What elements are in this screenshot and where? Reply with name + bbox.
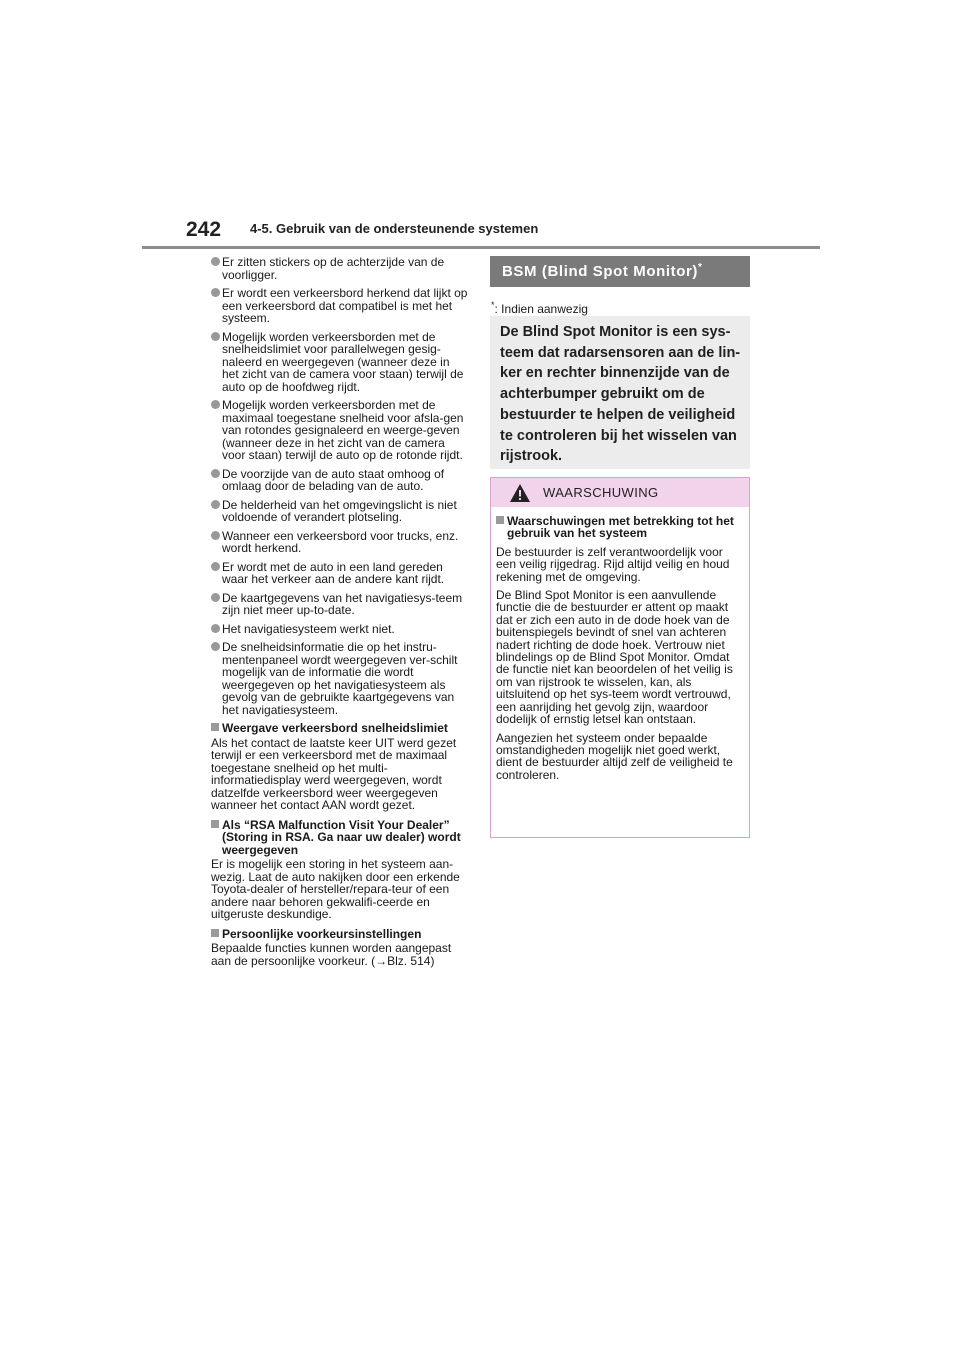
list-item: Er zitten stickers op de achterzijde van de voorligger. [211, 256, 469, 281]
warning-heading: Waarschuwingen met betrekking tot het gebruik van het systeem [496, 515, 742, 540]
list-item: Er wordt met de auto in een land gereden waar het verkeer aan de andere kant rijdt. [211, 561, 469, 586]
intro-text: De Blind Spot Monitor is een sys-teem dat radarsensoren aan de lin-ker en rechter binnenzijde van de achterbumper gebruikt om de bestuurder te helpen de veiligheid te controleren bij het wisselen van rijstrook. [500, 324, 741, 465]
square-bullet-icon [211, 929, 219, 937]
list-item: Het navigatiesysteem werkt niet. [211, 623, 469, 636]
list-item: De kaartgegevens van het navigatiesys-teem zijn niet meer up-to-date. [211, 592, 469, 617]
footnote-mark: * [491, 300, 495, 310]
bullet-icon [211, 500, 220, 509]
intro-box [490, 316, 750, 469]
list-item: De helderheid van het omgevingslicht is niet voldoende of verandert plotseling. [211, 499, 469, 524]
section-title: 4-5. Gebruik van de ondersteunende systemen [250, 221, 539, 236]
bullet-icon [211, 593, 220, 602]
footnote: *: Indien aanwezig [491, 300, 588, 316]
warning-body [496, 513, 742, 787]
section-text: Bepaalde functies kunnen worden aangepast aan de persoonlijke voorkeur. (→Blz. 514) [211, 941, 452, 968]
page-number: 242 [186, 218, 222, 241]
warning-paragraph: De bestuurder is zelf verantwoordelijk voor een veilig rijgedrag. Rijd altijd veilig en houd rekening met de omgeving. [496, 544, 730, 584]
bullet-icon [211, 332, 220, 341]
bullet-icon [211, 624, 220, 633]
bullet-icon [211, 400, 220, 409]
square-bullet-icon [211, 820, 219, 828]
warning-triangle-icon [509, 483, 531, 503]
header-rule [142, 246, 820, 249]
warning-box [490, 477, 750, 838]
bsm-title-bar [490, 256, 750, 287]
bullet-icon [211, 257, 220, 266]
section-heading: Persoonlijke voorkeursinstellingen [211, 928, 469, 941]
list-item: Mogelijk worden verkeersborden met de snelheidslimiet voor parallelwegen gesig-naleerd en weergegeven (wanneer deze in het zicht van de camera voor staan) terwijl de auto op de hoofdweg rijdt. [211, 331, 469, 394]
bullet-icon [211, 642, 220, 651]
bullet-icon [211, 562, 220, 571]
list-item: Er wordt een verkeersbord herkend dat lijkt op een verkeersbord dat compatibel is met het systeem. [211, 287, 469, 325]
availability-mark: * [698, 262, 703, 273]
bsm-title: BSM (Blind Spot Monitor)* [502, 262, 703, 280]
section-text: Als het contact de laatste keer UIT werd gezet terwijl er een verkeersbord met de maximaal toegestane snelheid op het multi-informatiedisplay werd weergegeven, wordt datzelfde verkeersbord weer weergegeven wanneer het contact AAN wordt gezet. [211, 735, 457, 812]
warning-paragraph: De Blind Spot Monitor is een aanvullende functie die de bestuurder er attent op maakt dat er zich een auto in de dode hoek van de buitenspiegels bevindt of snel van achteren nadert richting de dode hoek. Vertrouw niet blindelings op de Blind Spot Monitor. Omdat de functie niet kan beoordelen of het veilig is om van rijstrook te wisselen, kan, als uitsluitend op het sys-teem wordt vertrouwd, een aanrijding het gevolg zijn, waardoor dodelijk of ernstig letsel kan ontstaan. [496, 588, 733, 727]
section-heading: Weergave verkeersbord snelheidslimiet [211, 722, 469, 735]
square-bullet-icon [211, 723, 219, 731]
left-column [211, 256, 469, 974]
square-bullet-icon [496, 516, 504, 524]
list-item: Mogelijk worden verkeersborden met de maximaal toegestane snelheid voor afsla-gen van rotondes gesignaleerd en weerge-geven (wanneer deze in het zicht van de camera voor staan) terwijl de auto op de rotonde rijdt. [211, 399, 469, 462]
bullet-icon [211, 469, 220, 478]
section-heading: Als “RSA Malfunction Visit Your Dealer” (Storing in RSA. Ga naar uw dealer) wordt weergegeven [211, 819, 469, 857]
list-item: Wanneer een verkeersbord voor trucks, enz. wordt herkend. [211, 530, 469, 555]
bullet-icon [211, 531, 220, 540]
bullet-icon [211, 288, 220, 297]
list-item: De voorzijde van de auto staat omhoog of omlaag door de belading van de auto. [211, 468, 469, 493]
warning-header [491, 478, 749, 507]
warning-paragraph: Aangezien het systeem onder bepaalde omstandigheden mogelijk niet goed werkt, dient de bestuurder altijd zelf de veiligheid te controleren. [496, 730, 733, 782]
warning-title: WAARSCHUWING [543, 485, 659, 500]
section-text: Er is mogelijk een storing in het systeem aan-wezig. Laat de auto nakijken door een erkende Toyota-dealer of hersteller/repara-teur of een andere naar behoren gekwalifi-ceerde en uitgeruste deskundige. [211, 857, 460, 921]
list-item: De snelheidsinformatie die op het instru-mentenpaneel wordt weergegeven ver-schilt mogelijk van de informatie die wordt weergegeven op het navigatiesysteem als gevolg van de gebruikte kaartgegevens van het navigatiesysteem. [211, 641, 469, 716]
